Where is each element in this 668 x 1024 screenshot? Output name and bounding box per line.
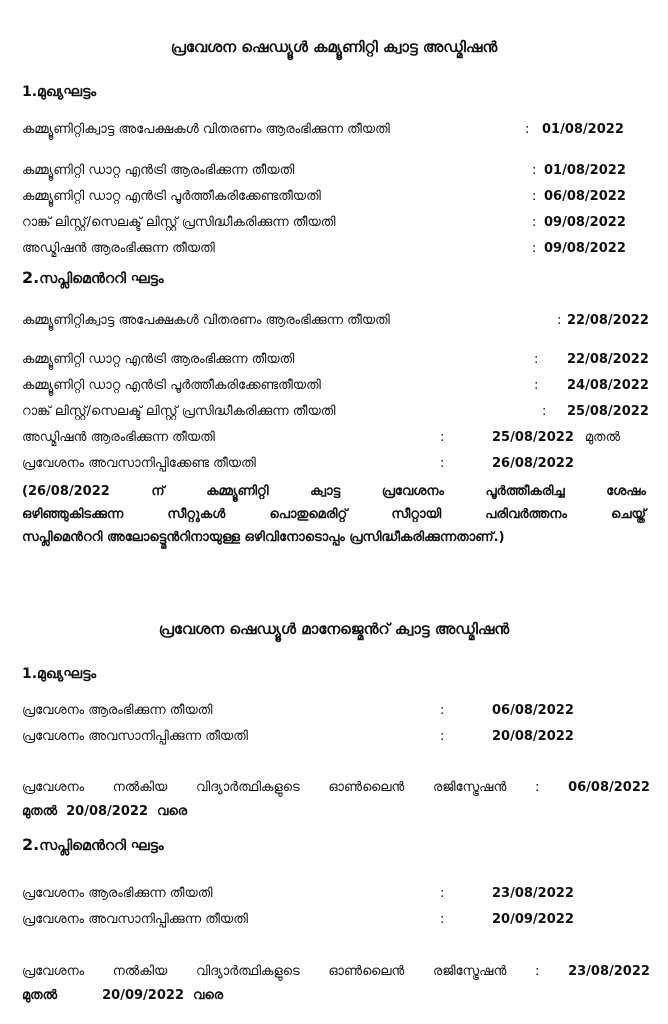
row-date: 22/08/2022 <box>567 313 649 328</box>
reg-word: വിദ്യാർത്ഥികളുടെ <box>195 964 300 979</box>
community-main-row-5 <box>22 241 650 261</box>
note-word: പരിവർത്തനം <box>485 507 567 522</box>
row-label: പ്രവേശനം അവസാനിപ്പിക്കുന്ന തീയതി <box>22 729 248 744</box>
note-line-3 <box>22 526 646 549</box>
note-word: പൂർത്തീകരിച്ച <box>485 484 565 499</box>
row-colon: : <box>532 189 537 204</box>
management-main-row-2 <box>22 729 650 749</box>
community-conversion-note <box>22 480 646 549</box>
row-date: 09/08/2022 <box>544 215 626 230</box>
row-date: 06/08/2022 <box>492 703 574 718</box>
community-main-row-1 <box>22 122 650 142</box>
row-label: കമ്മ്യൂണിറ്റി ഡാറ്റ എൻട്രി ആരംഭിക്കുന്ന തീയതി <box>22 163 295 178</box>
management-main-phase-heading: 1.മുഖ്യഘട്ടം <box>22 666 97 682</box>
reg-word: രജിസ്ട്രേഷൻ <box>433 780 507 795</box>
row-date: 24/08/2022 <box>567 378 649 393</box>
row-colon: : <box>542 404 547 419</box>
row-label: കമ്മ്യൂണിറ്റിക്വാട്ട അപേക്ഷകൾ വിതരണം ആരംഭിക്കുന്ന തീയതി <box>22 122 390 137</box>
reg-word: പ്രവേശനം <box>22 780 85 795</box>
row-date: 09/08/2022 <box>544 241 626 256</box>
row-date: 01/08/2022 <box>544 163 626 178</box>
row-date: 23/08/2022 <box>492 886 574 901</box>
community-quota-title: പ്രവേശന ഷെഡ്യൂൾ കമ്യൂണിറ്റി ക്വാട്ട അഡ്മിഷൻ <box>170 38 498 56</box>
community-supp-row-6 <box>22 456 650 476</box>
row-colon: : <box>532 163 537 178</box>
row-label: പ്രവേശനം ആരംഭിക്കുന്ന തീയതി <box>22 886 213 901</box>
row-colon: : <box>440 729 445 744</box>
row-label: കമ്മ്യൂണിറ്റി ഡാറ്റ എൻട്രി ആരംഭിക്കുന്ന തീയതി <box>22 352 295 367</box>
phase-label: സപ്ലിമെൻററി ഘട്ടം <box>39 271 164 287</box>
note-word: ചെയ്ത് <box>611 507 646 522</box>
row-colon: : <box>525 122 530 137</box>
row-colon: : <box>532 241 537 256</box>
reg-to-word: വരെ <box>193 988 224 1003</box>
row-label: അഡ്മിഷൻ ആരംഭിക്കുന്ന തീയതി <box>22 241 215 256</box>
note-line-1 <box>22 480 646 503</box>
row-colon: : <box>440 456 445 471</box>
reg-word: ഓൺലൈൻ <box>328 964 405 979</box>
row-date: 25/08/2022 <box>492 430 574 445</box>
row-label: അഡ്മിഷൻ ആരംഭിക്കുന്ന തീയതി <box>22 430 215 445</box>
row-colon: : <box>532 215 537 230</box>
reg-word: വിദ്യാർത്ഥികളുടെ <box>195 780 300 795</box>
note-word: സപ്ലിമെൻററി അലോട്ട്മെൻറിനായുള്ള ഒഴിവിനോടൊപ്പം പ്രസിദ്ധീകരിക്കുന്നതാണ്.) <box>22 530 505 545</box>
row-date: 25/08/2022 <box>567 404 649 419</box>
community-supp-row-2 <box>22 352 650 372</box>
row-colon: : <box>557 313 562 328</box>
phase-number: 2. <box>22 835 40 854</box>
reg-from-word: മുതൽ <box>22 804 58 819</box>
management-main-row-1 <box>22 703 650 723</box>
reg-colon: : <box>535 964 540 979</box>
phase-number: 2. <box>22 268 40 287</box>
community-supp-row-3 <box>22 378 650 398</box>
community-main-phase-heading: 1.മുഖ്യഘട്ടം <box>22 84 97 100</box>
community-supplementary-phase-heading <box>22 268 164 287</box>
reg-word: പ്രവേശനം <box>22 964 85 979</box>
community-supp-row-5 <box>22 430 650 450</box>
reg-to-word: വരെ <box>157 804 188 819</box>
management-supp-row-1 <box>22 886 650 906</box>
row-label: പ്രവേശനം ആരംഭിക്കുന്ന തീയതി <box>22 703 213 718</box>
reg-from-date: 06/08/2022 <box>568 780 650 795</box>
row-colon: : <box>534 352 539 367</box>
row-label: റാങ്ക് ലിസ്റ്റ്/സെലക്ട് ലിസ്റ്റ് പ്രസിദ്ധീകരിക്കുന്ന തീയതി <box>22 215 336 230</box>
reg-word: ഓൺലൈൻ <box>328 780 405 795</box>
reg-word: നൽകിയ <box>112 780 168 795</box>
note-word: ന് <box>151 484 165 499</box>
note-word: പ്രവേശനം <box>381 484 444 499</box>
row-colon: : <box>440 912 445 927</box>
row-label: റാങ്ക് ലിസ്റ്റ്/സെലക്ട് ലിസ്റ്റ് പ്രസിദ്ധീകരിക്കുന്ന തീയതി <box>22 404 336 419</box>
row-colon: : <box>440 430 445 445</box>
reg-from-word: മുതൽ <box>22 988 58 1003</box>
reg-word: രജിസ്ട്രേഷൻ <box>433 964 507 979</box>
community-main-row-2 <box>22 163 650 183</box>
note-word: ഒഴിഞ്ഞുകിടക്കുന്ന <box>22 507 124 522</box>
note-line-2 <box>22 503 646 526</box>
management-quota-title: പ്രവേശന ഷെഡ്യൂൾ മാനേജ്മെൻറ് ക്വാട്ട അഡ്മിഷൻ <box>158 620 510 638</box>
registration-line-2 <box>22 800 650 824</box>
row-label: കമ്മ്യൂണിറ്റിക്വാട്ട അപേക്ഷകൾ വിതരണം ആരംഭിക്കുന്ന തീയതി <box>22 313 390 328</box>
row-label: കമ്മ്യൂണിറ്റി ഡാറ്റ എൻട്രി പൂർത്തീകരിക്കേണ്ടതീയതി <box>22 378 321 393</box>
phase-label: സപ്ലിമെൻററി ഘട്ടം <box>39 838 164 854</box>
row-colon: : <box>440 703 445 718</box>
row-colon: : <box>534 378 539 393</box>
management-main-registration <box>22 776 650 824</box>
reg-colon: : <box>535 780 540 795</box>
row-date: 22/08/2022 <box>567 352 649 367</box>
community-main-row-4 <box>22 215 650 235</box>
management-supp-registration <box>22 960 650 1008</box>
registration-line-1 <box>22 776 650 800</box>
community-supp-row-4 <box>22 404 650 424</box>
reg-from-date: 23/08/2022 <box>568 964 650 979</box>
row-suffix: മുതൽ <box>585 430 621 445</box>
note-word: ശേഷം <box>606 484 646 499</box>
row-date: 26/08/2022 <box>492 456 574 471</box>
row-label: പ്രവേശനം അവസാനിപ്പിക്കുന്ന തീയതി <box>22 912 248 927</box>
note-word: പൊതുമെരിറ്റ് <box>269 507 348 522</box>
community-supp-row-1 <box>22 313 650 333</box>
reg-word: നൽകിയ <box>112 964 168 979</box>
row-date: 20/09/2022 <box>492 912 574 927</box>
row-date: 01/08/2022 <box>542 122 624 137</box>
note-word: കമ്മ്യൂണിറ്റി <box>206 484 269 499</box>
management-supplementary-phase-heading <box>22 835 164 854</box>
row-date: 06/08/2022 <box>544 189 626 204</box>
row-label: കമ്മ്യൂണിറ്റി ഡാറ്റ എൻട്രി പൂർത്തീകരിക്കേണ്ടതീയതി <box>22 189 321 204</box>
note-word: (26/08/2022 <box>22 484 110 499</box>
row-colon: : <box>440 886 445 901</box>
community-main-row-3 <box>22 189 650 209</box>
note-word: സീറ്റുകൾ <box>167 507 226 522</box>
note-word: ക്വാട്ട <box>310 484 341 499</box>
row-date: 20/08/2022 <box>492 729 574 744</box>
reg-to-date: 20/09/2022 <box>102 988 184 1003</box>
registration-line-2 <box>22 984 650 1008</box>
note-word: സീറ്റായി <box>391 507 442 522</box>
row-label: പ്രവേശനം അവസാനിപ്പിക്കേണ്ട തീയതി <box>22 456 256 471</box>
reg-to-date: 20/08/2022 <box>66 804 148 819</box>
management-supp-row-2 <box>22 912 650 932</box>
registration-line-1 <box>22 960 650 984</box>
